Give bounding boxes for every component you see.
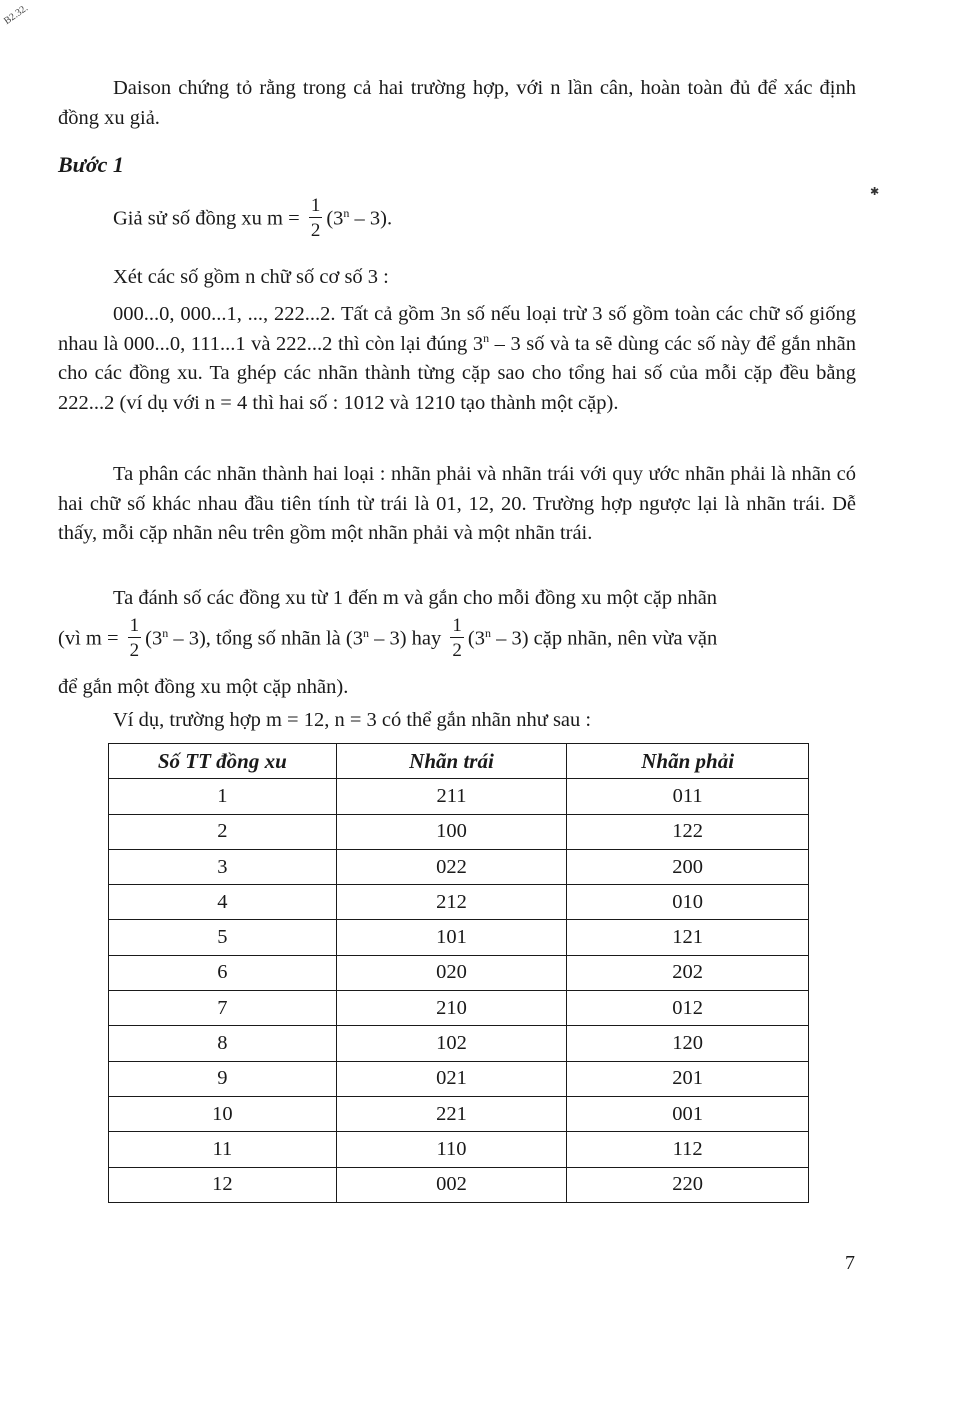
cell-coin: 4 — [109, 885, 337, 920]
paragraph-labels — [58, 300, 856, 418]
exponent: n — [484, 625, 491, 640]
paragraph-numbering-line1: Ta đánh số các đồng xu từ 1 đến m và gắn cho mỗi đồng xu một cặp nhãn — [113, 587, 718, 609]
fraction-denominator: 2 — [310, 220, 321, 241]
table-row — [109, 955, 809, 990]
cell-left-label: 210 — [336, 991, 567, 1026]
cell-right-label: 112 — [567, 1132, 809, 1167]
label-table — [108, 743, 809, 1203]
table-row — [109, 1026, 809, 1061]
cell-right-label: 220 — [567, 1167, 809, 1202]
cell-right-label: 012 — [567, 991, 809, 1026]
table-header-row — [109, 744, 809, 779]
cell-left-label: 002 — [336, 1167, 567, 1202]
fraction-half — [128, 616, 142, 660]
cell-left-label: 101 — [336, 920, 567, 955]
cell-coin: 11 — [109, 1132, 337, 1167]
cell-coin: 8 — [109, 1026, 337, 1061]
fraction-denominator: 2 — [452, 640, 462, 661]
fraction-denominator: 2 — [129, 640, 140, 661]
cell-left-label: 212 — [336, 885, 567, 920]
cell-coin: 5 — [109, 920, 337, 955]
cell-left-label: 221 — [336, 1096, 567, 1131]
assumption-text: Giả sử số đồng xu m = — [113, 207, 305, 230]
table-row — [109, 814, 809, 849]
cell-left-label: 100 — [336, 814, 567, 849]
table-row — [109, 849, 809, 884]
fraction-numerator: 1 — [129, 615, 140, 636]
assumption-tail: – 3). — [349, 207, 393, 230]
fraction-numerator: 1 — [310, 195, 321, 216]
numbering-text-f: – 3) cặp nhãn, nên vừa vặn — [490, 627, 718, 650]
cell-coin: 6 — [109, 955, 337, 990]
numbering-text-a: (vì m = — [58, 627, 124, 650]
cell-right-label: 202 — [567, 955, 809, 990]
cell-right-label: 122 — [567, 814, 809, 849]
assumption-line — [58, 195, 913, 242]
cell-right-label: 120 — [567, 1026, 809, 1061]
table-row — [109, 1096, 809, 1131]
table-row — [109, 1167, 809, 1202]
example-line: Ví dụ, trường hợp m = 12, n = 3 có thể gắn nhãn như sau : — [113, 709, 592, 731]
exponent: n — [343, 205, 350, 220]
page-number: 7 — [845, 1252, 855, 1274]
cell-coin: 1 — [109, 779, 337, 814]
paragraph-numbering-line2 — [58, 615, 858, 662]
column-header-left-label: Nhãn trái — [336, 744, 567, 779]
numbering-text-b: (3 — [145, 627, 163, 650]
cell-right-label: 201 — [567, 1061, 809, 1096]
paragraph-numbering-line3: để gắn một đồng xu một cặp nhãn). — [58, 676, 349, 698]
fraction-half — [450, 616, 464, 660]
corner-stamp: B2.32. — [2, 2, 31, 28]
exponent: n — [483, 330, 490, 345]
cell-left-label: 021 — [336, 1061, 567, 1096]
table-row — [109, 779, 809, 814]
cell-right-label: 011 — [567, 779, 809, 814]
cell-left-label: 102 — [336, 1026, 567, 1061]
fraction-numerator: 1 — [452, 615, 462, 636]
exponent: n — [362, 625, 369, 640]
table-row — [109, 1061, 809, 1096]
paragraph-labels-part2: – 3 số và ta sẽ dùng các số này để gắn nhãn cho các đồng xu. Ta ghép các nhãn thành từng cặp sao cho tổng hai số của mỗi cặp đều bằng 222...2 (ví dụ với n = 4 thì hai số : 1012 và 1210 tạo thành một cặp). — [58, 332, 856, 414]
numbering-text-d: – 3) hay — [368, 627, 447, 650]
consider-line: Xét các số gồm n chữ số cơ số 3 : — [113, 266, 389, 288]
table-row — [109, 885, 809, 920]
paragraph-label-types: Ta phân các nhãn thành hai loại : nhãn phải và nhãn trái với quy ước nhãn phải là nhãn có hai chữ số khác nhau đầu tiên tính từ trái là 01, 12, 20. Trường hợp ngược lại là nhãn trái. Dễ thấy, mỗi cặp nhãn nêu trên gồm một nhãn phải và một nhãn trái. — [58, 463, 856, 544]
section-heading: Bước 1 — [58, 152, 124, 177]
margin-mark: ✱ — [870, 186, 880, 198]
paragraph-labels-part1: 000...0, 000...1, ..., 222...2. Tất cả gồm 3n số nếu loại trừ 3 số gồm toàn các chữ số giống nhau là 000...0, 111...1 và 222...2 thì còn lại đúng 3 — [58, 303, 856, 355]
cell-right-label: 010 — [567, 885, 809, 920]
cell-coin: 7 — [109, 991, 337, 1026]
cell-coin: 9 — [109, 1061, 337, 1096]
assumption-expr: (3 — [326, 207, 344, 230]
numbering-text-e: (3 — [467, 627, 485, 650]
column-header-coin: Số TT đồng xu — [109, 744, 337, 779]
cell-right-label: 001 — [567, 1096, 809, 1131]
cell-coin: 12 — [109, 1167, 337, 1202]
table-row — [109, 1132, 809, 1167]
fraction-half — [309, 196, 323, 240]
cell-right-label: 200 — [567, 849, 809, 884]
cell-left-label: 211 — [336, 779, 567, 814]
cell-right-label: 121 — [567, 920, 809, 955]
table-row — [109, 920, 809, 955]
cell-coin: 2 — [109, 814, 337, 849]
column-header-right-label: Nhãn phải — [567, 744, 809, 779]
intro-paragraph: Daison chứng tỏ rằng trong cả hai trường hợp, với n lần cân, hoàn toàn đủ để xác định đồng xu giả. — [58, 77, 856, 129]
cell-left-label: 022 — [336, 849, 567, 884]
cell-coin: 10 — [109, 1096, 337, 1131]
cell-coin: 3 — [109, 849, 337, 884]
cell-left-label: 110 — [336, 1132, 567, 1167]
table-row — [109, 991, 809, 1026]
numbering-text-c: – 3), tổng số nhãn là (3 — [168, 627, 363, 650]
cell-left-label: 020 — [336, 955, 567, 990]
exponent: n — [162, 625, 169, 640]
